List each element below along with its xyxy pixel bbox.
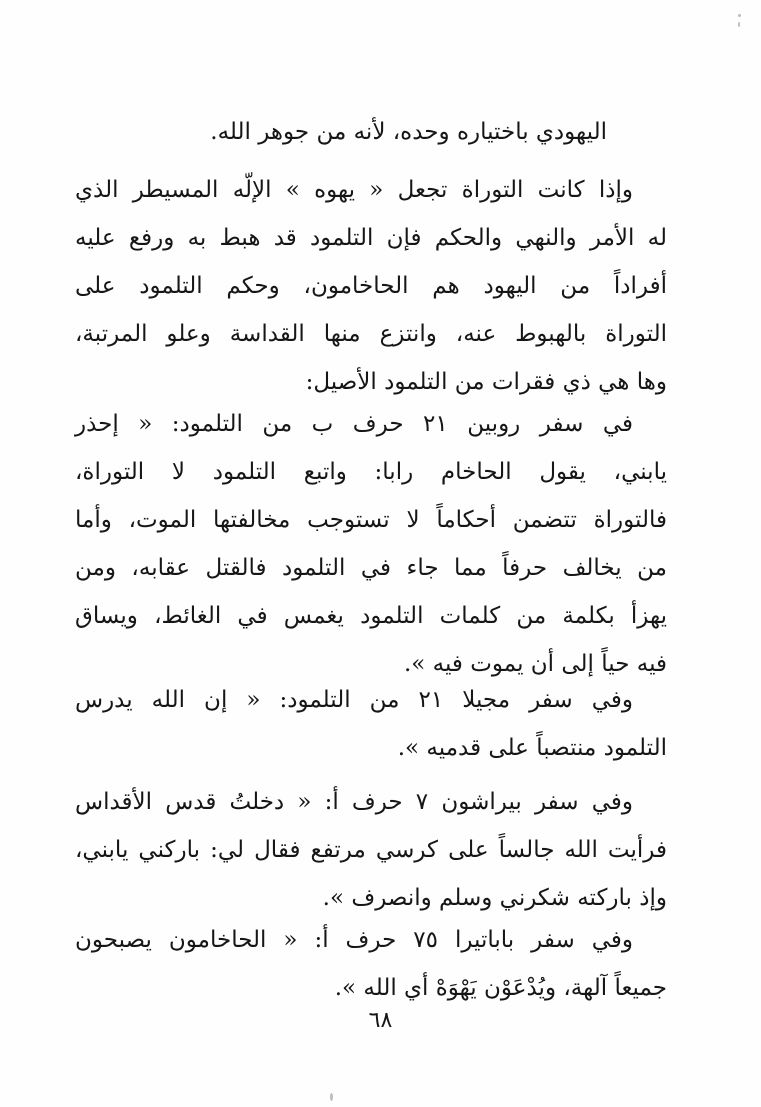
scan-speck <box>738 22 740 27</box>
text-line: اليهودي باختياره وحده، لأنه من جوهر الله. <box>210 119 607 145</box>
text-line: وإذ باركته شكرني وسلم وانصرف ». <box>322 885 667 911</box>
paragraph-3 <box>75 400 667 688</box>
text-line: التوراة بالهبوط عنه، وانتزع منها القداسة وعلو المرتبة، <box>75 321 667 347</box>
paragraph-2 <box>75 166 667 406</box>
text-line: التلمود منتصباً على قدميه ». <box>397 735 667 761</box>
text-line: في سفر روبين ٢١ حرف ب من التلمود: « إحذر <box>75 411 633 437</box>
paragraph-1 <box>75 108 667 156</box>
paragraph-6 <box>75 916 667 1012</box>
text-line: وها هي ذي فقرات من التلمود الأصيل: <box>305 369 667 395</box>
page-number: ٦٨ <box>368 1008 393 1033</box>
text-line: من يخالف حرفاً مما جاء في التلمود فالقتل عقابه، ومن <box>75 555 667 581</box>
scan-speck <box>738 14 741 17</box>
text-line: له الأمر والنهي والحكم فإن التلمود قد هبط به ورفع عليه <box>75 225 667 251</box>
text-line: وفي سفر بيراشون ٧ حرف أ: « دخلتُ قدس الأقداس <box>75 789 633 815</box>
text-line: فرأيت الله جالساً على كرسي مرتفع فقال لي: باركني يابني، <box>75 837 667 863</box>
text-line: وفي سفر مجيلا ٢١ من التلمود: « إن الله يدرس <box>75 687 633 713</box>
scan-speck <box>330 1093 333 1101</box>
text-line: يهزأ بكلمة من كلمات التلمود يغمس في الغائط، ويساق <box>75 603 667 629</box>
text-line: يابني، يقول الحاخام رابا: واتبع التلمود لا التوراة، <box>75 459 667 485</box>
paragraph-4 <box>75 676 667 772</box>
text-line: فالتوراة تتضمن أحكاماً لا تستوجب مخالفتها الموت، وأما <box>75 507 667 533</box>
text-line: وإذا كانت التوراة تجعل « يهوه » الإلّه المسيطر الذي <box>75 177 633 203</box>
text-line: أفراداً من اليهود هم الحاخامون، وحكم التلمود على <box>75 273 667 299</box>
text-line: فيه حياً إلى أن يموت فيه ». <box>403 651 667 677</box>
text-line: جميعاً آلهة، ويُدْعَوْن يَهْوَهْ أي الله ». <box>334 975 667 1001</box>
paragraph-5 <box>75 778 667 922</box>
text-line: وفي سفر باباتيرا ٧٥ حرف أ: « الحاخامون يصبحون <box>75 927 633 953</box>
